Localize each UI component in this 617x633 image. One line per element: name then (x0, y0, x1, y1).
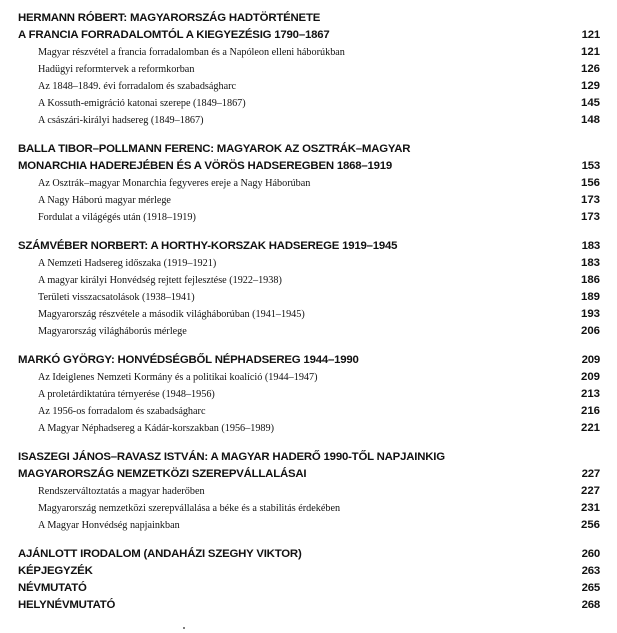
toc-page-number: 186 (580, 274, 600, 286)
toc-heading-title: KÉPJEGYZÉK (18, 565, 93, 577)
toc-page-number: 173 (580, 194, 600, 206)
toc-section-balla-pollmann (18, 141, 600, 226)
toc-heading (18, 352, 600, 369)
toc-entry (18, 192, 600, 209)
toc-entry (18, 175, 600, 192)
toc-page-number: 129 (580, 80, 600, 92)
toc-entry-title: A Magyar Honvédség napjainkban (38, 520, 180, 531)
toc-heading-title: MARKÓ GYÖRGY: HONVÉDSÉGBŐL NÉPHADSEREG 1944–1990 (18, 354, 359, 366)
toc-entry (18, 209, 600, 226)
toc-heading-title: NÉVMUTATÓ (18, 582, 87, 594)
toc-page-number: 209 (580, 371, 600, 383)
toc-heading (18, 597, 600, 614)
toc-entry (18, 272, 600, 289)
toc-heading (18, 580, 600, 597)
toc-entry-title: Az Ideiglenes Nemzeti Kormány és a politikai koalíció (1944–1947) (38, 372, 318, 383)
toc-entry (18, 369, 600, 386)
toc-entry (18, 255, 600, 272)
toc-entry-title: A proletárdiktatúra térnyerése (1948–1956) (38, 389, 215, 400)
toc-page-number: 221 (580, 422, 600, 434)
toc-heading (18, 141, 600, 158)
toc-heading-title: AJÁNLOTT IRODALOM (ANDAHÁZI SZEGHY VIKTOR) (18, 548, 302, 560)
toc-heading (18, 158, 600, 175)
toc-heading-title: SZÁMVÉBER NORBERT: A HORTHY-KORSZAK HADSEREGE 1919–1945 (18, 240, 398, 252)
toc-heading (18, 466, 600, 483)
toc-heading (18, 563, 600, 580)
toc-entry-title: Rendszerváltoztatás a magyar haderőben (38, 486, 205, 497)
toc-entry-title: Az 1848–1849. évi forradalom és szabadságharc (38, 81, 237, 92)
toc-heading-title: MAGYARORSZÁG NEMZETKÖZI SZEREPVÁLLALÁSAI (18, 468, 307, 480)
table-of-contents (18, 10, 600, 614)
toc-page-number: 231 (580, 502, 600, 514)
toc-page-number: 227 (580, 485, 600, 497)
toc-entry-title: A császári-királyi hadsereg (1849–1867) (38, 115, 204, 126)
toc-section-back-matter (18, 546, 600, 614)
toc-entry-title: Az 1956-os forradalom és szabadságharc (38, 406, 206, 417)
toc-heading (18, 546, 600, 563)
toc-page-number: 189 (580, 291, 600, 303)
toc-page-number: 268 (581, 599, 600, 611)
toc-entry-title: Fordulat a világégés után (1918–1919) (38, 212, 196, 223)
toc-page-number: 121 (580, 46, 600, 58)
toc-heading (18, 10, 600, 27)
toc-page-number: 183 (580, 257, 600, 269)
toc-entry-title: Hadügyi reformtervek a reformkorban (38, 64, 195, 75)
toc-section-isaszegi-ravasz (18, 449, 600, 534)
toc-page-number: 156 (580, 177, 600, 189)
toc-entry-title: A Kossuth-emigráció katonai szerepe (1849–1867) (38, 98, 246, 109)
toc-entry-title: Területi visszacsatolások (1938–1941) (38, 292, 195, 303)
toc-section-marko (18, 352, 600, 437)
toc-page-number: 256 (580, 519, 600, 531)
toc-heading-title: BALLA TIBOR–POLLMANN FERENC: MAGYAROK AZ OSZTRÁK–MAGYAR (18, 143, 411, 155)
toc-page-number: 193 (580, 308, 600, 320)
toc-entry-title: A magyar királyi Honvédség rejtett fejlesztése (1922–1938) (38, 275, 282, 286)
toc-entry (18, 483, 600, 500)
toc-page-number: 209 (581, 354, 600, 366)
toc-page-number: 260 (581, 548, 600, 560)
toc-entry-title: Magyarország nemzetközi szerepvállalása a béke és a stabilitás érdekében (38, 503, 341, 514)
toc-page-number: 126 (580, 63, 600, 75)
toc-heading (18, 449, 600, 466)
toc-entry (18, 61, 600, 78)
toc-heading (18, 27, 600, 44)
toc-page-number: 227 (581, 468, 600, 480)
toc-page-number: 145 (580, 97, 600, 109)
toc-page-number: 148 (580, 114, 600, 126)
toc-entry-title: Magyarország világháborús mérlege (38, 326, 187, 337)
toc-page-number: 121 (581, 29, 600, 41)
toc-entry (18, 112, 600, 129)
toc-heading-title: A FRANCIA FORRADALOMTÓL A KIEGYEZÉSIG 1790–1867 (18, 29, 330, 41)
scan-speck (183, 627, 185, 629)
toc-heading-title: ISASZEGI JÁNOS–RAVASZ ISTVÁN: A MAGYAR HADERŐ 1990-TŐL NAPJAINKIG (18, 451, 445, 463)
toc-page-number: 263 (581, 565, 600, 577)
toc-page-number: 265 (581, 582, 600, 594)
toc-page-number: 173 (580, 211, 600, 223)
toc-heading-title: MONARCHIA HADEREJÉBEN ÉS A VÖRÖS HADSEREGBEN 1868–1919 (18, 160, 393, 172)
toc-entry (18, 289, 600, 306)
toc-entry (18, 500, 600, 517)
toc-page-number: 183 (581, 240, 600, 252)
toc-entry (18, 323, 600, 340)
toc-heading-title: HELYNÉVMUTATÓ (18, 599, 116, 611)
toc-entry (18, 95, 600, 112)
toc-entry (18, 386, 600, 403)
toc-entry (18, 78, 600, 95)
toc-entry (18, 517, 600, 534)
toc-heading (18, 238, 600, 255)
toc-entry (18, 44, 600, 61)
toc-entry (18, 420, 600, 437)
toc-page-number: 216 (580, 405, 600, 417)
toc-entry-title: Magyarország részvétele a második világháborúban (1941–1945) (38, 309, 305, 320)
toc-entry-title: Az Osztrák–magyar Monarchia fegyveres ereje a Nagy Háborúban (38, 178, 311, 189)
toc-page-number: 206 (580, 325, 600, 337)
toc-entry-title: A Nagy Háború magyar mérlege (38, 195, 171, 206)
toc-entry (18, 403, 600, 420)
toc-page-number: 153 (581, 160, 600, 172)
toc-entry-title: A Nemzeti Hadsereg időszaka (1919–1921) (38, 258, 217, 269)
toc-section-szamveber (18, 238, 600, 340)
toc-entry-title: A Magyar Néphadsereg a Kádár-korszakban (1956–1989) (38, 423, 275, 434)
toc-section-hermann (18, 10, 600, 129)
toc-entry (18, 306, 600, 323)
toc-heading-title: HERMANN RÓBERT: MAGYARORSZÁG HADTÖRTÉNETE (18, 12, 321, 24)
toc-entry-title: Magyar részvétel a francia forradalomban és a Napóleon elleni háborúkban (38, 47, 345, 58)
toc-page-number: 213 (580, 388, 600, 400)
